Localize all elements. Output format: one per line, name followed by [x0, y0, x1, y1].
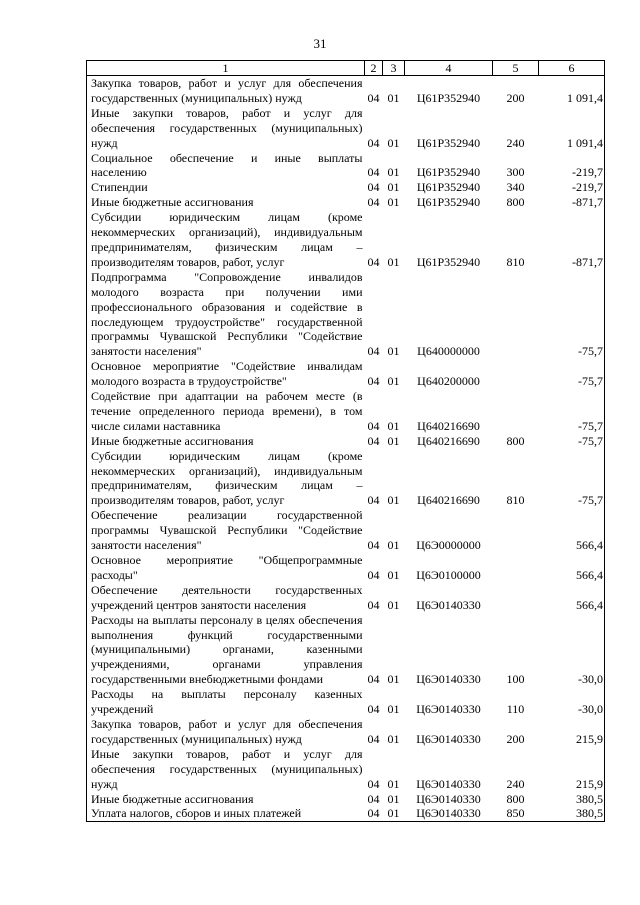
row-expense-type [493, 553, 539, 583]
row-name: Закупка товаров, работ и услуг для обеспечения государственных (муниципальных) нужд [87, 76, 365, 106]
row-name: Обеспечение деятельности государственных учреждений центров занятости населения [87, 583, 365, 613]
table-row [87, 508, 605, 553]
column-header: 3 [383, 61, 405, 76]
row-expense-type: 300 [506, 165, 525, 180]
row-expense-type: 800 [506, 433, 525, 448]
row-subsection: 01 [387, 597, 400, 612]
row-amount: -75,7 [539, 434, 605, 449]
row-expense-type [493, 583, 539, 613]
column-header: 5 [493, 61, 539, 76]
table-row [87, 151, 605, 181]
row-section: 04 [365, 806, 383, 821]
row-amount: -30,0 [539, 687, 605, 717]
table-header-row [87, 61, 605, 76]
row-name: Иные закупки товаров, работ и услуг для обеспечения государственных (муниципальных) нужд [87, 747, 365, 792]
row-subsection: 01 [387, 90, 400, 105]
row-section: 04 [367, 418, 380, 433]
row-amount: 215,9 [539, 747, 605, 792]
row-section: 04 [367, 597, 380, 612]
row-subsection: 01 [387, 538, 400, 553]
row-name: Содействие при адаптации на рабочем месте (в течение определенного периода времени), в том числе силами наставника [87, 389, 365, 434]
row-target-article: Ц61Р352940 [416, 180, 481, 195]
row-target-article: Ц61Р352940 [416, 254, 481, 269]
row-target-article: Ц61Р352940 [416, 135, 481, 150]
row-amount: 380,5 [539, 792, 605, 807]
row-subsection: 01 [387, 702, 400, 717]
table-row [87, 747, 605, 792]
row-section: 04 [367, 538, 380, 553]
row-name: Иные бюджетные ассигнования [87, 792, 365, 807]
row-section: 04 [367, 180, 380, 195]
row-name: Уплата налогов, сборов и иных платежей [87, 806, 365, 821]
row-section: 04 [367, 135, 380, 150]
table-row [87, 195, 605, 210]
row-expense-type: 810 [506, 493, 525, 508]
row-target-article: Ц61Р352940 [416, 165, 481, 180]
row-expense-type: 810 [506, 254, 525, 269]
row-amount: 566,4 [539, 553, 605, 583]
table-row [87, 76, 605, 106]
row-name: Иные закупки товаров, работ и услуг для обеспечения государственных (муниципальных) нужд [87, 106, 365, 151]
column-header: 1 [87, 61, 365, 76]
row-section: 04 [367, 791, 380, 806]
row-subsection: 01 [387, 776, 400, 791]
row-amount: 1 091,4 [539, 106, 605, 151]
table-row [87, 583, 605, 613]
row-subsection: 01 [387, 165, 400, 180]
row-target-article: Ц61Р352940 [416, 90, 481, 105]
row-amount: -75,7 [539, 449, 605, 509]
table-row [87, 449, 605, 509]
row-expense-type: 110 [506, 702, 525, 717]
table-row [87, 717, 605, 747]
table-row [87, 210, 605, 270]
row-expense-type [493, 359, 539, 389]
row-name: Обеспечение реализации государственной программы Чувашской Республики "Содействие занятости населения" [87, 508, 365, 553]
row-target-article: Ц61Р352940 [416, 195, 481, 210]
row-target-article: Ц6Э0100000 [416, 567, 481, 582]
row-section: 04 [367, 672, 380, 687]
row-section: 04 [367, 90, 380, 105]
row-expense-type: 340 [506, 180, 525, 195]
row-subsection: 01 [387, 493, 400, 508]
row-name: Иные бюджетные ассигнования [87, 195, 365, 210]
row-target-article: Ц640216690 [417, 493, 480, 508]
row-name: Расходы на выплаты персоналу казенных учреждений [87, 687, 365, 717]
row-expense-type [493, 270, 539, 359]
row-expense-type: 240 [506, 776, 525, 791]
page-number: 31 [313, 36, 327, 51]
row-section: 04 [367, 731, 380, 746]
row-name: Иные бюджетные ассигнования [87, 434, 365, 449]
row-name: Основное мероприятие "Общепрограммные расходы" [87, 553, 365, 583]
row-subsection: 01 [387, 433, 400, 448]
row-subsection: 01 [387, 254, 400, 269]
row-target-article: Ц640216690 [417, 433, 480, 448]
table-row [87, 359, 605, 389]
row-section: 04 [367, 493, 380, 508]
row-amount: -219,7 [539, 180, 605, 195]
row-subsection: 01 [387, 418, 400, 433]
row-section: 04 [367, 254, 380, 269]
column-header: 6 [539, 61, 605, 76]
row-amount: -75,7 [539, 270, 605, 359]
row-expense-type: 800 [506, 791, 525, 806]
row-target-article: Ц6Э0140330 [416, 776, 481, 791]
row-subsection: 01 [387, 731, 400, 746]
row-subsection: 01 [387, 344, 400, 359]
row-expense-type: 200 [506, 731, 525, 746]
row-expense-type: 850 [493, 806, 539, 821]
row-name: Социальное обеспечение и иные выплаты населению [87, 151, 365, 181]
row-target-article: Ц640200000 [417, 374, 480, 389]
row-target-article: Ц6Э0140330 [416, 731, 481, 746]
row-section: 04 [367, 165, 380, 180]
row-section: 04 [367, 702, 380, 717]
row-amount: -871,7 [539, 210, 605, 270]
row-subsection: 01 [387, 567, 400, 582]
row-target-article: Ц6Э0140330 [416, 597, 481, 612]
row-amount: -871,7 [539, 195, 605, 210]
row-subsection: 01 [387, 672, 400, 687]
row-name: Субсидии юридическим лицам (кроме некоммерческих организаций), индивидуальным предпринимателям, физическим лицам – производителям товаров, работ, услуг [87, 210, 365, 270]
row-name: Подпрограмма "Сопровождение инвалидов молодого возраста при получении ими профессионального образования и содействие в последующем трудоустройстве" государственной программы Чувашской Республики "Содействие занятости населения" [87, 270, 365, 359]
row-expense-type: 200 [506, 90, 525, 105]
row-amount: 1 091,4 [539, 76, 605, 106]
row-expense-type: 240 [506, 135, 525, 150]
row-name: Субсидии юридическим лицам (кроме некоммерческих организаций), индивидуальным предпринимателям, физическим лицам – производителям товаров, работ, услуг [87, 449, 365, 509]
row-amount: -30,0 [539, 613, 605, 688]
row-expense-type: 800 [506, 195, 525, 210]
row-section: 04 [367, 433, 380, 448]
row-subsection: 01 [387, 195, 400, 210]
row-target-article: Ц640000000 [417, 344, 480, 359]
row-amount: 215,9 [539, 717, 605, 747]
budget-table [86, 60, 605, 822]
row-target-article: Ц6Э0140330 [416, 672, 481, 687]
row-section: 04 [367, 776, 380, 791]
table-row [87, 180, 605, 195]
row-section: 04 [367, 567, 380, 582]
row-expense-type [493, 389, 539, 434]
row-target-article: Ц6Э0140330 [416, 791, 481, 806]
row-amount: -75,7 [539, 359, 605, 389]
row-section: 04 [367, 195, 380, 210]
table-row [87, 434, 605, 449]
row-target-article: Ц6Э0140330 [416, 702, 481, 717]
row-amount: 566,4 [539, 508, 605, 553]
table-row [87, 687, 605, 717]
table-row [87, 389, 605, 434]
table-row [87, 270, 605, 359]
row-name: Расходы на выплаты персоналу в целях обеспечения выполнения функций государственными (муниципальными) органами, казенными учреждениями, органами управления государственными внебюджетными фондами [87, 613, 365, 688]
table-row [87, 613, 605, 688]
row-expense-type [493, 508, 539, 553]
row-target-article: Ц640216690 [417, 418, 480, 433]
row-subsection: 01 [387, 791, 400, 806]
table-row [87, 806, 605, 821]
row-name: Закупка товаров, работ и услуг для обеспечения государственных (муниципальных) нужд [87, 717, 365, 747]
column-header: 2 [365, 61, 383, 76]
table-row [87, 792, 605, 807]
row-amount: -219,7 [539, 151, 605, 181]
row-subsection: 01 [387, 135, 400, 150]
table-row [87, 553, 605, 583]
row-amount: 380,5 [539, 806, 605, 821]
row-subsection: 01 [383, 806, 405, 821]
row-section: 04 [367, 344, 380, 359]
column-header: 4 [405, 61, 493, 76]
table-row [87, 106, 605, 151]
row-target-article: Ц6Э0140330 [405, 806, 493, 821]
row-name: Стипендии [87, 180, 365, 195]
row-name: Основное мероприятие "Содействие инвалидам молодого возраста в трудоустройстве" [87, 359, 365, 389]
row-expense-type: 100 [506, 672, 525, 687]
row-section: 04 [367, 374, 380, 389]
row-subsection: 01 [387, 180, 400, 195]
row-amount: -75,7 [539, 389, 605, 434]
row-target-article: Ц6Э0000000 [416, 538, 481, 553]
row-subsection: 01 [387, 374, 400, 389]
row-amount: 566,4 [539, 583, 605, 613]
